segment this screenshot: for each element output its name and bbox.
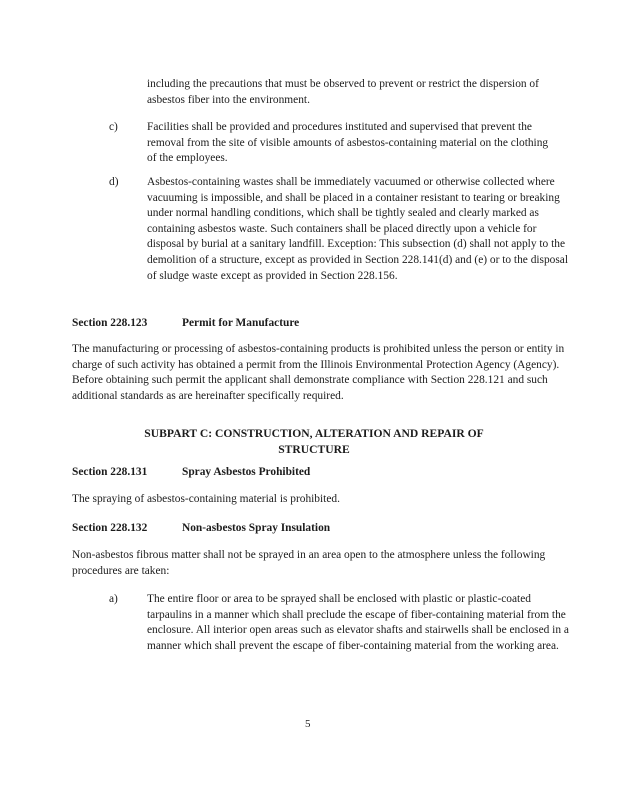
- list-text: Facilities shall be provided and procedures instituted and supervised that prevent the removal from the site of visible amounts of asbestos-containing material on the clothing of the employees.: [147, 121, 549, 165]
- section-228-132-body: Non-asbestos fibrous matter shall not be sprayed in an area open to the atmosphere unless the following procedures are taken:: [72, 549, 546, 577]
- list-label: d): [109, 176, 119, 188]
- subpart-c-heading: [72, 426, 556, 457]
- section-228-132-heading: [72, 521, 492, 537]
- list-item-d: [109, 175, 569, 305]
- section-title: Permit for Manufacture: [182, 317, 300, 329]
- section-228-131-body: The spraying of asbestos-containing material is prohibited.: [72, 493, 340, 505]
- section-228-123-body: The manufacturing or processing of asbestos-containing products is prohibited unless the person or entity in charge of such activity has obtained a permit from the Illinois Environmental Protection Agency (Agency). Before obtaining such permit the applicant shall demonstrate compliance with Section 228.121 and such additional standards as are hereinafter specifically required.: [72, 343, 565, 402]
- list-text: Asbestos-containing wastes shall be immediately vacuumed or otherwise collected where vacuuming is impossible, and shall be placed in a container resistant to tearing or breaking under normal handling conditions, which shall be tightly sealed and clearly marked as containing asbestos waste. Such containers shall be placed directly upon a vehicle for disposal by burial at a sanitary landfill. Exception: This subsection (d) shall not apply to the demolition of a structure, except as provided in Section 228.141(d) and (e) or to the disposal of sludge waste except as provided in Section 228.156.: [147, 176, 569, 282]
- continuation-text: including the precautions that must be observed to prevent or restrict the dispersion of asbestos fiber into the environment.: [147, 78, 539, 106]
- section-228-123-heading: [72, 316, 492, 332]
- list-label: a): [109, 593, 118, 605]
- list-item-c: [109, 120, 559, 168]
- page-number: 5: [305, 718, 311, 730]
- section-228-131-heading: [72, 465, 492, 481]
- list-text: The entire floor or area to be sprayed shall be enclosed with plastic or plastic-coated tarpaulins in a manner which shall preclude the escape of fiber-containing material from the enclosure. All interior open areas such as elevator shafts and stairwells shall be enclosed in a manner which shall prevent the escape of fiber-containing material from the working area.: [147, 593, 569, 652]
- list-label: c): [109, 121, 118, 133]
- subpart-line-2: STRUCTURE: [278, 442, 350, 456]
- list-item-a: [109, 592, 569, 658]
- section-number: Section 228.132: [72, 522, 148, 534]
- subpart-line-1: SUBPART C: CONSTRUCTION, ALTERATION AND REPAIR OF: [144, 427, 484, 440]
- section-title: Non-asbestos Spray Insulation: [182, 522, 331, 534]
- section-title: Spray Asbestos Prohibited: [182, 466, 311, 478]
- section-number: Section 228.123: [72, 317, 148, 329]
- section-number: Section 228.131: [72, 466, 148, 478]
